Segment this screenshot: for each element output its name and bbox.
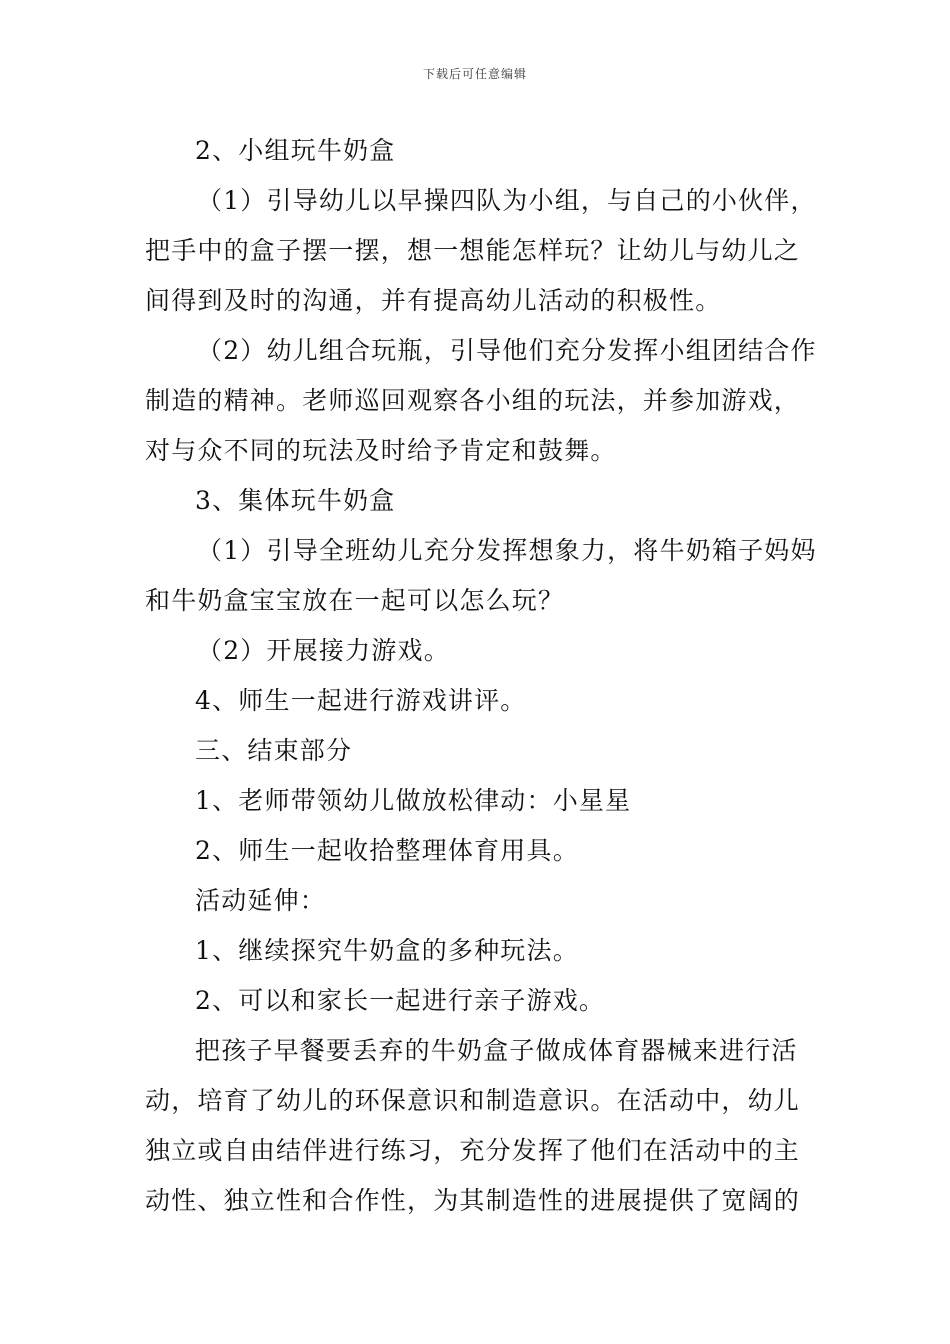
paragraph-line: （1）引导全班幼儿充分发挥想象力，将牛奶箱子妈妈 — [197, 536, 817, 565]
section-heading: 3、集体玩牛奶盒 — [195, 486, 396, 515]
paragraph-line: 2、师生一起收拾整理体育用具。 — [195, 836, 579, 865]
section-heading: 4、师生一起进行游戏讲评。 — [195, 686, 527, 715]
section-heading: 2、小组玩牛奶盒 — [195, 136, 396, 165]
paragraph-line: 动性、独立性和合作性，为其制造性的进展提供了宽阔的 — [145, 1186, 801, 1215]
paragraph-line: 对与众不同的玩法及时给予肯定和鼓舞。 — [145, 436, 617, 465]
paragraph-line: 把孩子早餐要丢弃的牛奶盒子做成体育器械来进行活 — [195, 1036, 798, 1065]
paragraph-line: 1、老师带领幼儿做放松律动：小星星 — [195, 786, 632, 815]
paragraph-line: （2）幼儿组合玩瓶，引导他们充分发挥小组团结合作 — [197, 336, 817, 365]
section-heading: 三、结束部分 — [195, 736, 353, 765]
paragraph-line: 独立或自由结伴进行练习，充分发挥了他们在活动中的主 — [145, 1136, 801, 1165]
paragraph-line: 2、可以和家长一起进行亲子游戏。 — [195, 986, 606, 1015]
paragraph-line: 把手中的盒子摆一摆，想一想能怎样玩？让幼儿与幼儿之 — [145, 236, 801, 265]
paragraph-line: 动，培育了幼儿的环保意识和制造意识。在活动中，幼儿 — [145, 1086, 801, 1115]
paragraph-line: 1、继续探究牛奶盒的多种玩法。 — [195, 936, 579, 965]
paragraph-line: （2）开展接力游戏。 — [197, 636, 450, 665]
section-heading: 活动延伸： — [195, 886, 327, 915]
paragraph-line: 制造的精神。老师巡回观察各小组的玩法，并参加游戏， — [145, 386, 801, 415]
paragraph-line: 间得到及时的沟通，并有提高幼儿活动的积极性。 — [145, 286, 722, 315]
paragraph-line: （1）引导幼儿以早操四队为小组，与自己的小伙伴， — [197, 186, 817, 215]
paragraph-line: 和牛奶盒宝宝放在一起可以怎么玩？ — [145, 586, 565, 615]
page-header: 下载后可任意编辑 — [422, 67, 527, 81]
